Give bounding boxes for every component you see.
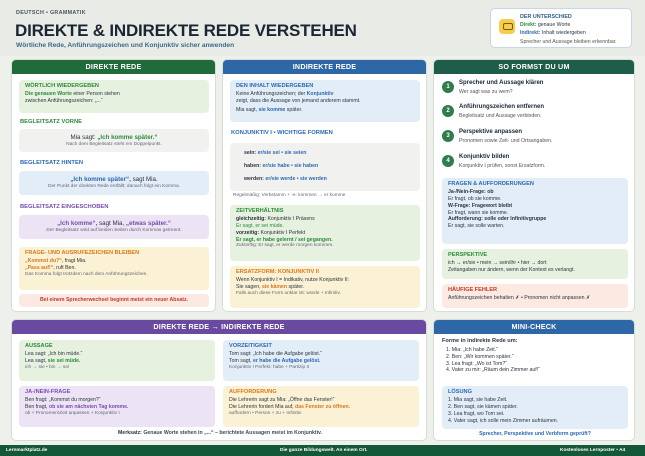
footer-site-link[interactable]: Lernmarktplatz.de bbox=[6, 448, 48, 453]
transform-panel bbox=[11, 319, 427, 441]
page-title: DIREKTE & INDIREKTE REDE VERSTEHEN bbox=[15, 21, 357, 40]
step-1: 1 Sprecher und Aussage klären Wer sagt was zu wem? bbox=[442, 79, 632, 103]
solution-box bbox=[442, 386, 628, 429]
questions-box: FRAGEN & AUFFORDERUNGEN Ja-/Nein-Frage: ob Er fragt, ob sie komme. W-Frage: Fragewort bleibt Er fragt, wann sie komme. Aufforderung: solle oder Infinitivgruppe Er sagt, sie solle warten. bbox=[442, 178, 628, 244]
content-box: DEN INHALT WIEDERGEBEN Keine Anführungszeichen; der Konjunktiv zeigt, dass die Aussage von jemand anderem stammt. Mia sagt, sie komme später. bbox=[230, 80, 420, 122]
front-example-box: Mia sagt: „Ich komme später.“ Nach dem Begleitsatz steht ein Doppelpunkt. bbox=[19, 129, 209, 152]
perspective-box: PERSPEKTIVE ich → er/sie • mein → sein/ihr • hier → dort Zeitangaben nur ändern, wenn der Kontext es verlangt. bbox=[442, 249, 628, 279]
difference-box bbox=[490, 8, 632, 48]
quiz-items bbox=[446, 347, 540, 374]
memo-line: Merksatz: Genaue Worte stehen in „...“ – berichtete Aussagen meist im Konjunktiv. bbox=[117, 430, 322, 436]
errors-title: HÄUFIGE FEHLER bbox=[448, 287, 498, 293]
solution-item: 1. Mia sagt, sie habe Zeit. bbox=[448, 397, 508, 404]
form-row: werden: er/sie werde • sie werden bbox=[244, 175, 327, 182]
questions-title: FRAGEN & AUFFORDERUNGEN bbox=[448, 181, 534, 187]
indirect-heading: INDIREKTE REDE bbox=[223, 60, 426, 74]
transform-heading: DIREKTE REDE → INDIREKTE REDE bbox=[12, 320, 426, 334]
speaker-change-tip: Bei einem Sprecherwechsel beginnt meist ein neuer Absatz. bbox=[19, 294, 209, 307]
difference-direct: Direkt: genaue Worte bbox=[520, 22, 571, 28]
errors-box: HÄUFIGE FEHLER Anführungszeichen behalten ✗ • Pronomen nicht anpassen ✗ bbox=[442, 284, 628, 308]
inserted-title: BEGLEITSATZ EINGESCHOBEN bbox=[20, 204, 109, 210]
tense-box: ZEITVERHÄLTNIS gleichzeitig: Konjunktiv I Präsens Er sagt, er sei müde. vorzeitig: Konjunktiv I Perfekt Er sagt, er habe gelernt / sei gegangen. Zukünftig: Er sagt, er werde morgen kommen. bbox=[230, 205, 420, 261]
subject-kicker: DEUTSCH • GRAMMATIK bbox=[16, 10, 86, 16]
quiz-item: 3. Lea fragt: „Wo ist Tom?“ bbox=[446, 360, 507, 367]
tense-title: ZEITVERHÄLTNIS bbox=[236, 208, 284, 214]
footer-slogan: Die ganze Bildungswelt. An einem Ort. bbox=[280, 448, 368, 453]
quiz-prompt: Forme in indirekte Rede um: bbox=[442, 338, 518, 344]
replacement-title: ERSATZFORM: KONJUNKTIV II bbox=[236, 269, 319, 275]
step-2: 2 Anführungszeichen entfernen Begleitsatz und Aussage verbinden. bbox=[442, 103, 632, 127]
solution-item: 2. Ben sagt, sie kämen später. bbox=[448, 404, 518, 411]
direct-heading: DIREKTE REDE bbox=[12, 60, 215, 74]
question-box: FRAGE- UND AUSRUFEZEICHEN BLEIBEN „Kommst du?“, fragt Mia. „Pass auf!“, ruft Ben. Das Komma folgt trotzdem nach dem Anführungszeichen. bbox=[19, 247, 209, 290]
howto-heading: SO FORMST DU UM bbox=[434, 60, 634, 74]
inserted-example-box: „Ich komme“, sagt Mia, „etwas später.“ Der Begleitsatz wird auf beiden Seiten durch Kommas getrennt. bbox=[19, 215, 209, 239]
konjunktiv-forms-box bbox=[230, 143, 420, 191]
indirect-speech-panel bbox=[222, 59, 427, 312]
content-title: DEN INHALT WIEDERGEBEN bbox=[236, 83, 314, 89]
literal-box: WÖRTLICH WIEDERGEBEN Die genauen Worte einer Person stehen zwischen Anführungszeichen: „...“ bbox=[19, 80, 209, 113]
konjunktiv-title: KONJUNKTIV I • WICHTIGE FORMEN bbox=[231, 130, 333, 136]
footer-bar bbox=[0, 445, 645, 456]
poster-header bbox=[0, 0, 645, 56]
direct-speech-panel bbox=[11, 59, 216, 312]
speech-bubble-icon bbox=[499, 19, 515, 34]
solution-item: 3. Lea fragt, wo Tom sei. bbox=[448, 410, 505, 417]
perspective-title: PERSPEKTIVE bbox=[448, 252, 488, 258]
front-title: BEGLEITSATZ VORNE bbox=[20, 119, 83, 125]
forms-note: Regelmäßig: Verbstamm + -e: kommen → er komme bbox=[233, 193, 346, 198]
footer-note: Kostenloses Lernposter • A4 bbox=[560, 448, 626, 453]
difference-note: Sprecher und Aussage bleiben erkennbar. bbox=[520, 39, 617, 45]
page-subtitle: Wörtliche Rede, Anführungszeichen und Konjunktiv sicher anwenden bbox=[16, 42, 235, 49]
quiz-item: 1. Mia: „Ich habe Zeit.“ bbox=[446, 347, 498, 353]
form-row: sein: er/sie sei • sie seien bbox=[244, 150, 307, 156]
howto-panel bbox=[433, 59, 635, 312]
form-row: haben: er/sie habe • sie haben bbox=[244, 162, 319, 169]
difference-indirect: Indirekt: Inhalt wiedergeben bbox=[520, 30, 586, 36]
transform-cell-request: AUFFORDERUNG Die Lehrerin sagt zu Mia: „Öffne das Fenster!“ Die Lehrerin fordert Mia auf, das Fenster zu öffnen. auffordern • Person + zu + Infinitiv bbox=[223, 386, 419, 427]
solution-item: 4. Vater sagt, ich solle mein Zimmer aufräumen. bbox=[448, 417, 559, 424]
question-title: FRAGE- UND AUSRUFEZEICHEN BLEIBEN bbox=[25, 250, 140, 256]
step-4: 4 Konjunktiv bilden Konjunktiv I prüfen, sonst Ersatzform. bbox=[442, 153, 632, 177]
transform-cell-yes-no: JA-/NEIN-FRAGE Ben fragt: „Kommst du morgen?“ Ben fragt, ob sie am nächsten Tag komme. ob + Pronomen/Zeit anpassen + Konjunktiv I bbox=[19, 386, 215, 427]
quiz-check-question: Sprecher, Perspektive und Verbform geprüft? bbox=[479, 431, 591, 437]
step-3: 3 Perspektive anpassen Pronomen sowie Zeit- und Ortsangaben. bbox=[442, 128, 632, 152]
quiz-item: 2. Ben: „Wir kommen später.“ bbox=[446, 353, 514, 360]
mini-check-heading: MINI-CHECK bbox=[434, 320, 634, 334]
back-title: BEGLEITSATZ HINTEN bbox=[20, 160, 84, 166]
literal-title: WÖRTLICH WIEDERGEBEN bbox=[25, 83, 99, 89]
difference-heading: DER UNTERSCHIED bbox=[520, 14, 572, 20]
back-example-box: „Ich komme später“, sagt Mia. Der Punkt der direkten Rede entfällt; danach folgt ein Komma. bbox=[19, 171, 209, 195]
transform-cell-statement: AUSSAGE Lea sagt: „Ich bin müde.“ Lea sagt, sie sei müde. ich → sie • bin → sei bbox=[19, 340, 215, 381]
mini-check-panel bbox=[433, 319, 635, 441]
replacement-box: ERSATZFORM: KONJUNKTIV II Wenn Konjunktiv I = Indikativ, nutze Konjunktiv II: Sie sagen, sie kämen später. Falls auch diese Form unklar ist: würde + Infinitiv. bbox=[230, 266, 420, 308]
transform-cell-anteriority: VORZEITIGKEIT Tom sagt: „Ich habe die Aufgabe gelöst.“ Tom sagt, er habe die Aufgabe gelöst. Konjunktiv I Perfekt: habe + Partizip II bbox=[223, 340, 419, 381]
solution-title: LÖSUNG bbox=[448, 389, 472, 395]
quiz-item: 4. Vater zu mir: „Räum dein Zimmer auf!“ bbox=[446, 367, 540, 374]
